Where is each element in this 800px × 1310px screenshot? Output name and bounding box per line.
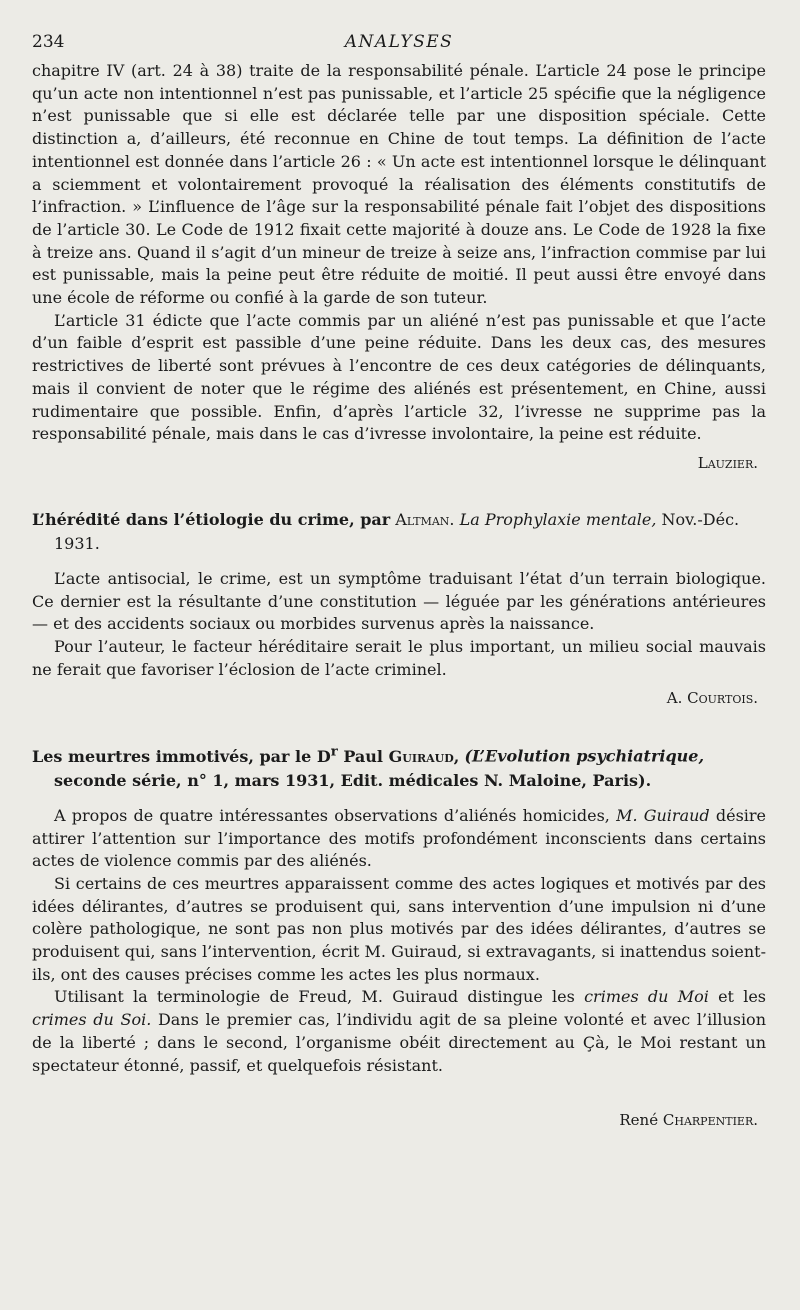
review-section-heredite bbox=[32, 508, 766, 710]
journal-title: (L’Evolution psychiatrique, bbox=[464, 746, 705, 766]
signature-initial: A. bbox=[666, 689, 683, 708]
publication-date: Nov.-Déc. 1931. bbox=[54, 509, 740, 553]
term-crimes-du-soi: crimes du Soi. bbox=[32, 1010, 152, 1030]
running-title: ANALYSES bbox=[344, 32, 454, 52]
body-paragraph: chapitre IV (art. 24 à 38) traite de la responsabilité pénale. L’article 24 pose le principe qu’un acte non intentionnel n’est pas punissable, et l’article 25 spécifie que la négligence n’est punissable que si elle est déclarée telle par une disposition spéciale. Cette distinction a, d’ailleurs, été reconnue en Chine de tout temps. La définition de l’acte intentionnel est donnée dans l’article 26 : « Un acte est intentionnel lorsque le délinquant a sciemment et volontairement provoqué la réalisation des éléments constitutifs de l’infraction. » L’influence de l’âge sur la responsabilité pénale fait l’objet des dispositions de l’article 30. Le Code de 1912 fixait cette majorité à douze ans. Le Code de 1928 la fixe à treize ans. Quand il s’agit d’un mineur de treize à seize ans, l’infraction commise par lui est punissable, mais la peine peut être réduite de moitié. Il peut aussi être envoyé dans une école de réforme ou confié à la garde de son tuteur. bbox=[32, 61, 766, 308]
review-section-chinese-code bbox=[32, 60, 766, 474]
author-first-name: Paul bbox=[343, 746, 384, 766]
author-name-italic: M. Guiraud bbox=[616, 805, 710, 825]
review-signature bbox=[32, 1109, 758, 1131]
body-paragraph bbox=[32, 805, 766, 873]
publication-details: seconde série, n° 1, mars 1931, Edit. médicales N. Maloine, Paris). bbox=[54, 770, 652, 790]
review-signature: Lauzier. bbox=[697, 453, 758, 472]
article-author: Altman. bbox=[395, 509, 455, 529]
running-header bbox=[32, 26, 766, 60]
journal-title: La Prophylaxie mentale, bbox=[459, 509, 657, 529]
body-paragraph: L’article 31 édicte que l’acte commis par un aliéné n’est pas punissable et que l’acte d’un faible d’esprit est passible d’une peine réduite. Dans les deux cas, des mesures restrictives de liberté sont prévues à l’encontre de ces deux catégories de délinquants, mais il convient de noter que le régime des aliénés est présentement, en Chine, aussi rudimentaire que possible. Enfin, d’après l’article 32, l’ivresse ne supprime pas la responsabilité pénale, mais dans le cas d’ivresse involontaire, la peine est réduite. bbox=[32, 310, 766, 444]
body-paragraph: Pour l’auteur, le facteur héréditaire serait le plus important, un milieu social mauvais ne ferait que favoriser l’éclosion de l’acte criminel. bbox=[32, 637, 766, 679]
review-heading bbox=[32, 739, 766, 792]
article-title: Les meurtres immotivés, par le D bbox=[32, 746, 331, 766]
paragraph-text: et les bbox=[718, 987, 767, 1007]
review-section-meurtres bbox=[32, 739, 766, 1131]
paragraph-text: Dans le premier cas, l’individu agit de sa pleine volonté et avec l’illusion de la liberté ; dans le second, l’organisme obéit directement au Çà, le Moi restant un spectateur étonné, passif, et quelquefois résistant. bbox=[32, 1010, 766, 1075]
page-number: 234 bbox=[32, 32, 65, 52]
review-heading bbox=[32, 508, 766, 556]
title-superscript: r bbox=[330, 743, 338, 760]
paragraph-text: Utilisant la terminologie de Freud, M. Guiraud distingue les bbox=[54, 987, 575, 1007]
signature-last-name: Charpentier. bbox=[662, 1111, 758, 1130]
body-paragraph: L’acte antisocial, le crime, est un symptôme traduisant l’état d’un terrain biologique. Ce dernier est la résultante d’une constitution — léguée par les générations antérieures — et des accidents sociaux ou morbides survenus après la naissance. bbox=[32, 568, 766, 634]
paragraph-text: A propos de quatre intéressantes observations d’aliénés homicides, bbox=[54, 805, 610, 825]
author-last-name: Guiraud, bbox=[388, 746, 460, 766]
review-signature bbox=[32, 687, 758, 709]
body-paragraph: Si certains de ces meurtres apparaissent comme des actes logiques et motivés par des idées délirantes, d’autres se produisent qui, sans intervention d’une impulsion ni d’une colère pathologique, ne sont pas non plus motivés par des idées délirantes, d’autres se produisent qui, sans l’intervention, écrit M. Guiraud, si extravagants, si inattendus soient-ils, ont des causes précises comme les actes les plus normaux. bbox=[32, 873, 766, 984]
article-title: L’hérédité dans l’étiologie du crime, par bbox=[32, 509, 391, 529]
signature-name: Courtois. bbox=[687, 689, 758, 708]
term-crimes-du-moi: crimes du Moi bbox=[584, 987, 709, 1007]
paragraph-text: désire attirer l’attention sur l’importance des motifs profondément inconscients dans certains actes de violence commis par des aliénés. bbox=[32, 805, 767, 871]
body-paragraph bbox=[32, 986, 766, 1077]
signature-first-name: René bbox=[619, 1111, 659, 1130]
